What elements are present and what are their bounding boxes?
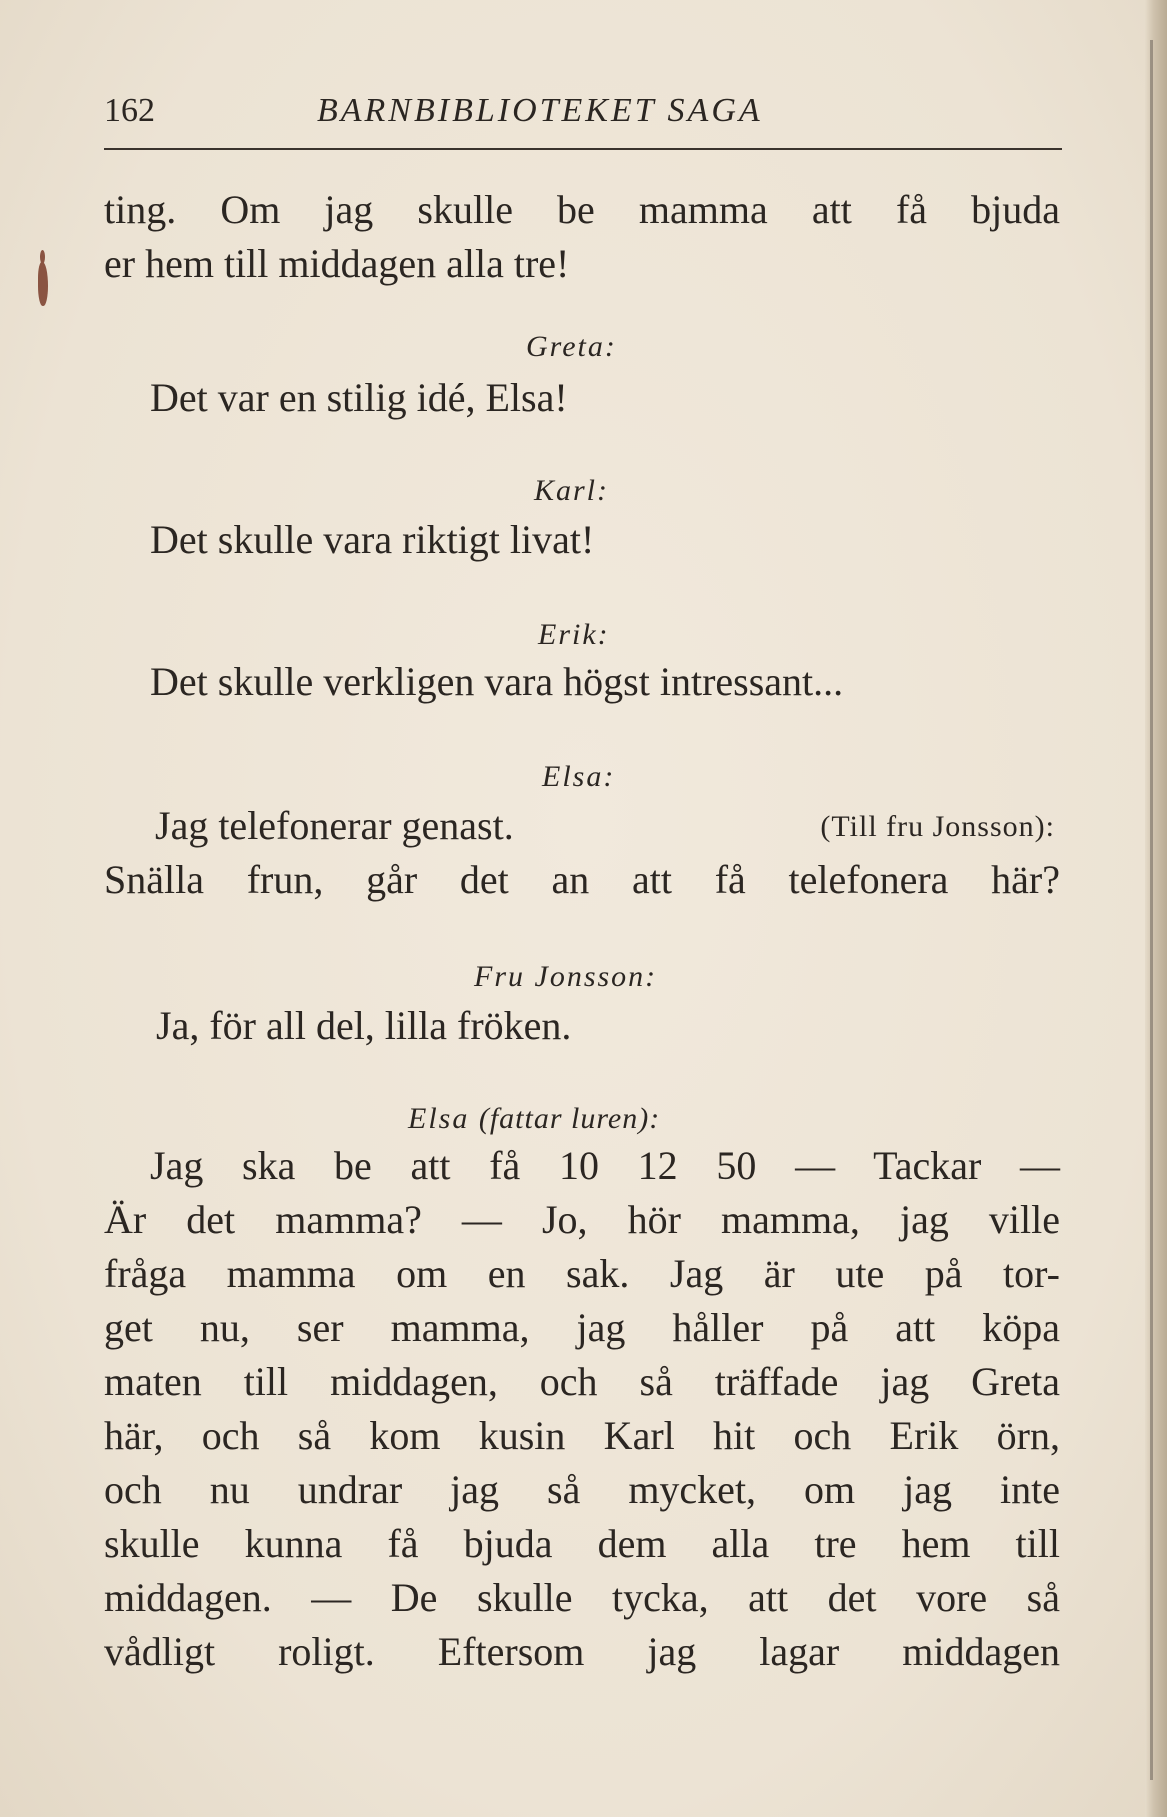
header-rule — [104, 148, 1062, 150]
speaker-label: Greta: — [526, 330, 617, 363]
speaker-label: Elsa: — [542, 760, 616, 793]
page-number: 162 — [104, 92, 155, 129]
running-title: BARNBIBLIOTEKET SAGA — [317, 92, 763, 129]
paragraph-line: get nu, ser mamma, jag håller på att köpa — [104, 1305, 1060, 1350]
spine-edge-line — [1150, 40, 1153, 1780]
speaker-name: Elsa — [408, 1102, 470, 1135]
paragraph-line: Är det mamma? — Jo, hör mamma, jag ville — [104, 1197, 1060, 1242]
paragraph-line: här, och så kom kusin Karl hit och Erik örn, — [104, 1413, 1060, 1458]
running-header — [104, 92, 1064, 142]
dialogue-line: Ja, för all del, lilla fröken. — [156, 1003, 572, 1048]
paragraph-line: och nu undrar jag så mycket, om jag inte — [104, 1467, 1060, 1512]
paragraph-line: fråga mamma om en sak. Jag är ute på tor- — [104, 1251, 1060, 1296]
book-spine-shadow — [1145, 0, 1167, 1817]
dialogue-line: Snälla frun, går det an att få telefonera här? — [104, 857, 1060, 902]
text-line: ting. Om jag skulle be mamma att få bjuda — [104, 187, 1060, 232]
paragraph-line: middagen. — De skulle tycka, att det vore så — [104, 1575, 1060, 1620]
dialogue-text: Jag telefonerar genast. — [155, 803, 514, 848]
dialogue-line — [155, 803, 1055, 848]
paragraph-line: vådligt roligt. Eftersom jag lagar middagen — [104, 1629, 1060, 1674]
ink-stain-mark — [38, 262, 48, 306]
text-line: er hem till middagen alla tre! — [104, 241, 570, 286]
stage-direction: (Till fru Jonsson): — [820, 810, 1055, 843]
dialogue-line: Det skulle vara riktigt livat! — [150, 517, 595, 562]
speaker-label: Erik: — [538, 618, 610, 651]
speaker-label: Fru Jonsson: — [474, 960, 658, 993]
paragraph-line: skulle kunna få bjuda dem alla tre hem till — [104, 1521, 1060, 1566]
stage-direction: (fattar luren): — [478, 1102, 661, 1135]
paragraph-line: maten till middagen, och så träffade jag Greta — [104, 1359, 1060, 1404]
speaker-label — [408, 1104, 660, 1134]
paragraph-line: Jag ska be att få 10 12 50 — Tackar — — [150, 1143, 1060, 1188]
dialogue-line: Det var en stilig idé, Elsa! — [150, 375, 568, 420]
dialogue-line: Det skulle verkligen vara högst intressant... — [150, 659, 844, 704]
speaker-label: Karl: — [534, 474, 610, 507]
